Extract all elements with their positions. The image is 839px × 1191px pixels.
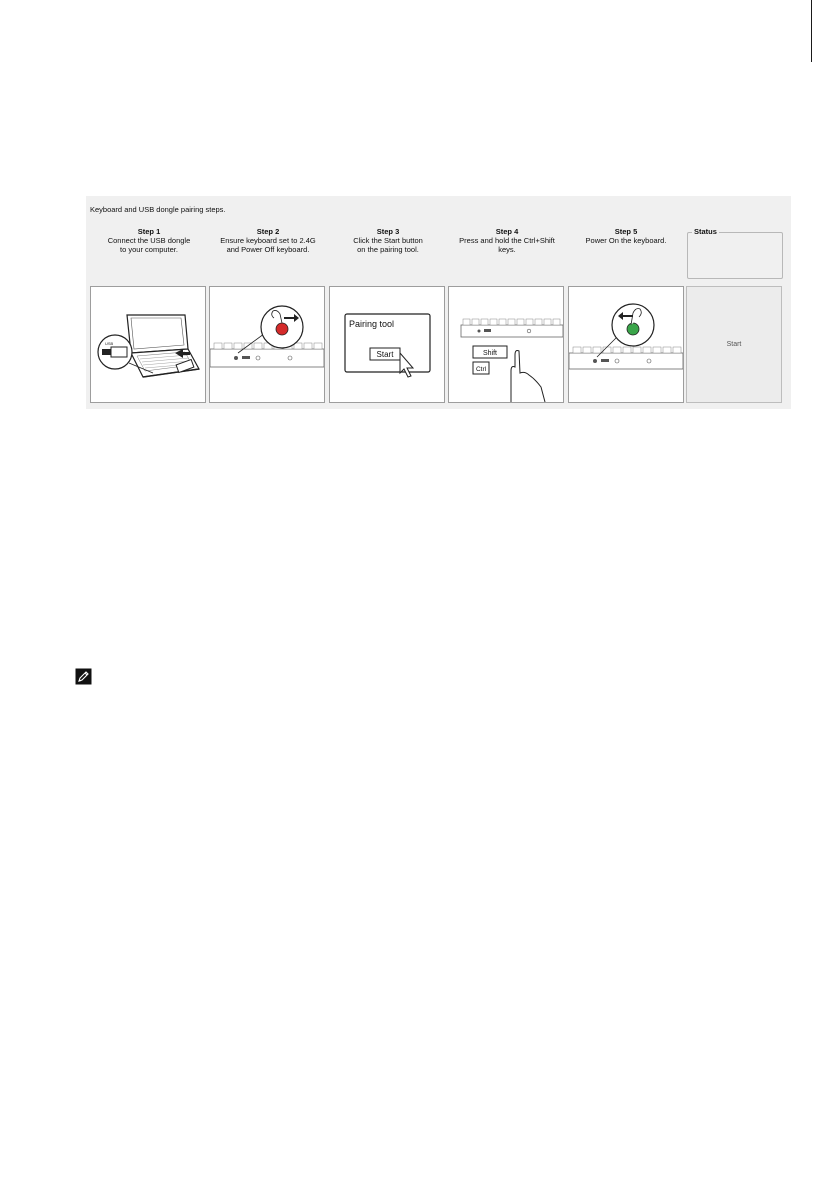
- step-1-illustration: [90, 286, 206, 403]
- page-margin-line: [811, 0, 812, 62]
- step-4-header: [448, 227, 566, 254]
- ctrl-shift-hand-icon: [449, 287, 563, 402]
- step-2-header: [209, 227, 327, 254]
- step-2-desc: Ensure keyboard set to 2.4G and Power Off keyboard.: [220, 236, 316, 254]
- step-1-title: Step 1: [137, 227, 161, 236]
- step-4-illustration: [448, 286, 564, 403]
- step-4-desc: Press and hold the Ctrl+Shift keys.: [459, 236, 555, 254]
- ctrl-key-label: Ctrl: [475, 366, 487, 373]
- step-3-title: Step 3: [376, 227, 400, 236]
- pairing-tool-window: [86, 196, 791, 409]
- step-5-header: [567, 227, 685, 245]
- step-1-desc: Connect the USB dongle to your computer.: [107, 236, 191, 254]
- keyboard-power-off-icon: [210, 287, 324, 402]
- step-3-desc: Click the Start button on the pairing tool.: [353, 236, 423, 254]
- pencil-note-icon: [75, 668, 92, 685]
- pairing-tool-window-icon: [330, 287, 444, 402]
- step-2-title: Step 2: [256, 227, 280, 236]
- status-group: [687, 227, 783, 279]
- step-4-title: Step 4: [495, 227, 519, 236]
- step-3-illustration: [329, 286, 445, 403]
- step-5-illustration: [568, 286, 684, 403]
- panel-title: Keyboard and USB dongle pairing steps.: [90, 205, 226, 214]
- laptop-usb-dongle-icon: [91, 287, 205, 402]
- step-5-desc: Power On the keyboard.: [585, 236, 667, 245]
- step-3-header: [329, 227, 447, 254]
- step-5-title: Step 5: [614, 227, 638, 236]
- pairing-tool-label: Pairing tool: [349, 319, 395, 329]
- step-2-illustration: [209, 286, 325, 403]
- step-1-header: [90, 227, 208, 254]
- status-label: Status: [694, 227, 717, 236]
- keyboard-power-on-icon: [569, 287, 683, 402]
- shift-key-label: Shift: [482, 350, 498, 357]
- start-button[interactable]: Start: [686, 286, 782, 403]
- usb-label: USB: [105, 341, 114, 346]
- pairing-tool-start-label: Start: [376, 350, 394, 359]
